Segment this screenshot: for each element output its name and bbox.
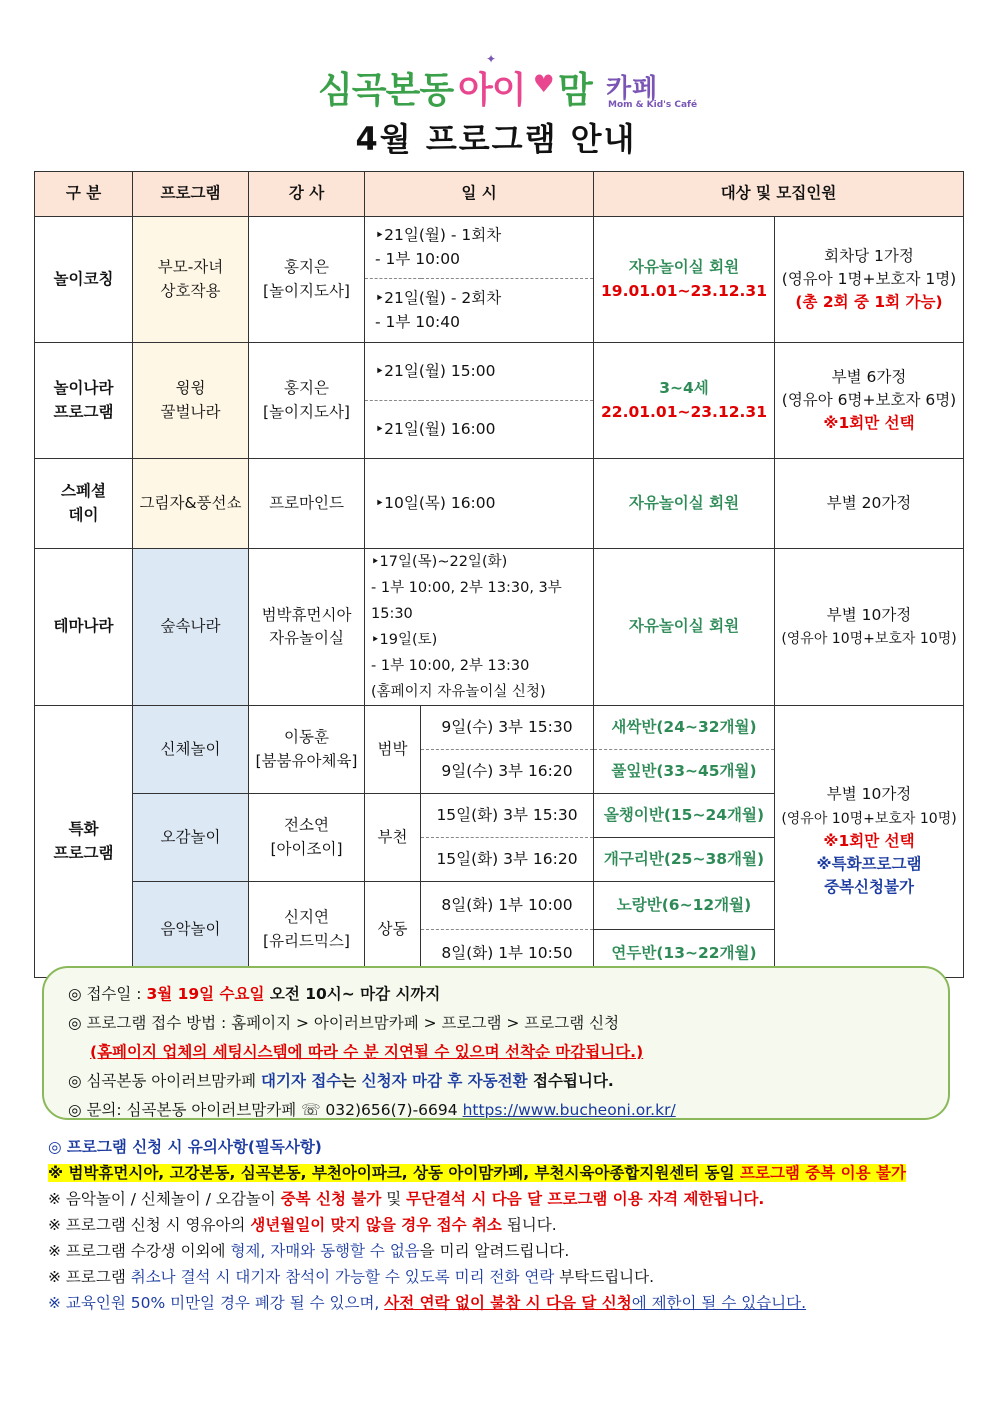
caution-item: ※ 음악놀이 / 신체놀이 / 오감놀이 중복 신청 불가 및 무단결석 시 다음 달 프로그램 이용 자격 제한됩니다. <box>48 1190 765 1208</box>
program-cell: 숲속나라 <box>133 549 249 706</box>
heart-icon: ♥ <box>533 70 555 98</box>
website-link[interactable]: https://www.bucheoni.or.kr/ <box>462 1101 676 1119</box>
teacher-cell: 범박휴먼시아 자유놀이실 <box>249 549 365 706</box>
category-cell: 스페셜 데이 <box>35 459 133 549</box>
category-cell: 놀이나라 프로그램 <box>35 343 133 459</box>
count-cell: 회차당 1가정 (영유아 1명+보호자 1명) (총 2회 중 1회 가능) <box>775 217 964 343</box>
table-row <box>35 459 964 549</box>
caution-item: ※ 범박휴먼시아, 고강본동, 심곡본동, 부천아이파크, 상동 아이맘카페, 부천시육아종합지원센터 동일 프로그램 중복 이용 불가 <box>48 1164 906 1182</box>
class-cell: 새싹반(24~32개월) <box>594 706 775 750</box>
notice-line-waitlist: ◎ 심곡본동 아이러브맘카페 대기자 접수는 신청자 마감 후 자동전환 접수됩니다. <box>68 1072 614 1090</box>
time-cell: ‣10일(목) 16:00 <box>365 459 594 549</box>
caution-section <box>48 1134 968 1316</box>
time-cell: ‣21일(월) - 1회차 - 1부 10:00 <box>365 217 594 279</box>
time-cell: ‣21일(월) 15:00 <box>365 343 594 401</box>
count-cell: 부별 20가정 <box>775 459 964 549</box>
target-cell: 3~4세 22.01.01~23.12.31 <box>594 343 775 459</box>
time-cell: ‣21일(월) - 2회차 - 1부 10:40 <box>365 279 594 343</box>
time-cell: 8일(화) 1부 10:50 <box>421 930 594 978</box>
logo-text-mam: 맘 <box>558 70 593 111</box>
class-cell: 연두반(13~22개월) <box>594 930 775 978</box>
class-cell: 개구리반(25~38개월) <box>594 838 775 882</box>
count-cell: 부별 10가정 (영유아 10명+보호자 10명) <box>775 549 964 706</box>
category-cell: 테마나라 <box>35 549 133 706</box>
class-cell: 올챙이반(15~24개월) <box>594 794 775 838</box>
table-row <box>35 343 964 401</box>
header-teacher: 강 사 <box>249 172 365 217</box>
table-header-row <box>35 172 964 217</box>
caution-item: ※ 프로그램 수강생 이외에 형제, 자매와 동행할 수 없음을 미리 알려드립니다. <box>48 1242 570 1260</box>
time-cell: 8일(화) 1부 10:00 <box>421 882 594 930</box>
teacher-cell: 프로마인드 <box>249 459 365 549</box>
program-cell: 오감놀이 <box>133 794 249 882</box>
page-title: 4월 프로그램 안내 <box>355 120 637 158</box>
teacher-cell: 홍지은 [놀이지도사] <box>249 343 365 459</box>
place-cell: 범박 <box>365 706 421 794</box>
time-cell: ‣17일(목)~22일(화) - 1부 10:00, 2부 13:30, 3부 15:30 ‣19일(토) - 1부 10:00, 2부 13:30 (홈페이지 자유놀이실 신청) <box>365 549 594 706</box>
header-datetime: 일 시 <box>365 172 594 217</box>
teacher-cell: 신지연 [유리드믹스] <box>249 882 365 978</box>
logo-text-ai: 아이 <box>458 70 526 111</box>
teacher-cell: 홍지은 [놀이지도사] <box>249 217 365 343</box>
program-cell: 윙윙 꿀벌나라 <box>133 343 249 459</box>
time-cell: 9일(수) 3부 15:30 <box>421 706 594 750</box>
star-icon: ✦ <box>486 52 497 66</box>
table-row <box>35 217 964 279</box>
time-cell: 9일(수) 3부 16:20 <box>421 750 594 794</box>
notice-line-contact: ◎ 문의: 심곡본동 아이러브맘카페 ☏ 032)656(7)-6694 https://www.bucheoni.or.kr/ <box>68 1101 676 1119</box>
class-cell: 노랑반(6~12개월) <box>594 882 775 930</box>
count-cell: 부별 10가정 (영유아 10명+보호자 10명) ※1회만 선택 ※특화프로그램 중복신청불가 <box>775 706 964 978</box>
time-cell: ‣21일(월) 16:00 <box>365 401 594 459</box>
notice-line-date: ◎ 접수일 : 3월 19일 수요일 오전 10시~ 마감 시까지 <box>68 985 441 1003</box>
time-cell: 15일(화) 3부 16:20 <box>421 838 594 882</box>
logo-subtitle: Mom & Kid's Café <box>608 100 698 110</box>
notice-box <box>42 966 950 1120</box>
class-cell: 풀잎반(33~45개월) <box>594 750 775 794</box>
place-cell: 부천 <box>365 794 421 882</box>
cafe-logo <box>318 52 698 114</box>
program-cell: 부모-자녀 상호작용 <box>133 217 249 343</box>
count-cell: 부별 6가정 (영유아 6명+보호자 6명) ※1회만 선택 <box>775 343 964 459</box>
header-program: 프로그램 <box>133 172 249 217</box>
program-table <box>34 171 964 978</box>
target-cell: 자유놀이실 회원 <box>594 549 775 706</box>
table-row <box>35 706 964 750</box>
caution-item: ※ 교육인원 50% 미만일 경우 폐강 될 수 있으며, 사전 연락 없이 불참 시 다음 달 신청에 제한이 될 수 있습니다. <box>48 1294 807 1312</box>
program-cell: 음악놀이 <box>133 882 249 978</box>
teacher-cell: 이동훈 [붐붐유아체육] <box>249 706 365 794</box>
caution-heading: ◎ 프로그램 신청 시 유의사항(필독사항) <box>48 1138 322 1156</box>
category-cell: 놀이코칭 <box>35 217 133 343</box>
caution-item: ※ 프로그램 신청 시 영유아의 생년월일이 맞지 않을 경우 접수 취소 됩니다. <box>48 1216 557 1234</box>
program-cell: 신체놀이 <box>133 706 249 794</box>
notice-line-method: ◎ 프로그램 접수 방법 : 홈페이지 > 아이러브맘카페 > 프로그램 > 프로그램 신청 <box>68 1014 620 1032</box>
program-cell: 그림자&풍선쇼 <box>133 459 249 549</box>
header-category: 구 분 <box>35 172 133 217</box>
target-cell: 자유놀이실 회원 19.01.01~23.12.31 <box>594 217 775 343</box>
logo-text-dong: 심곡본동 <box>318 70 454 111</box>
teacher-cell: 전소연 [아이조이] <box>249 794 365 882</box>
time-cell: 15일(화) 3부 15:30 <box>421 794 594 838</box>
logo-text-cafe: 카페 <box>606 74 659 104</box>
header-target: 대상 및 모집인원 <box>594 172 964 217</box>
place-cell: 상동 <box>365 882 421 978</box>
target-cell: 자유놀이실 회원 <box>594 459 775 549</box>
table-row <box>35 549 964 706</box>
notice-line-delay: (홈페이지 업체의 세팅시스템에 따라 수 분 지연될 수 있으며 선착순 마감됩니다.) <box>90 1043 644 1061</box>
category-cell: 특화 프로그램 <box>35 706 133 978</box>
caution-item: ※ 프로그램 취소나 결석 시 대기자 참석이 가능할 수 있도록 미리 전화 연락 부탁드립니다. <box>48 1268 655 1286</box>
